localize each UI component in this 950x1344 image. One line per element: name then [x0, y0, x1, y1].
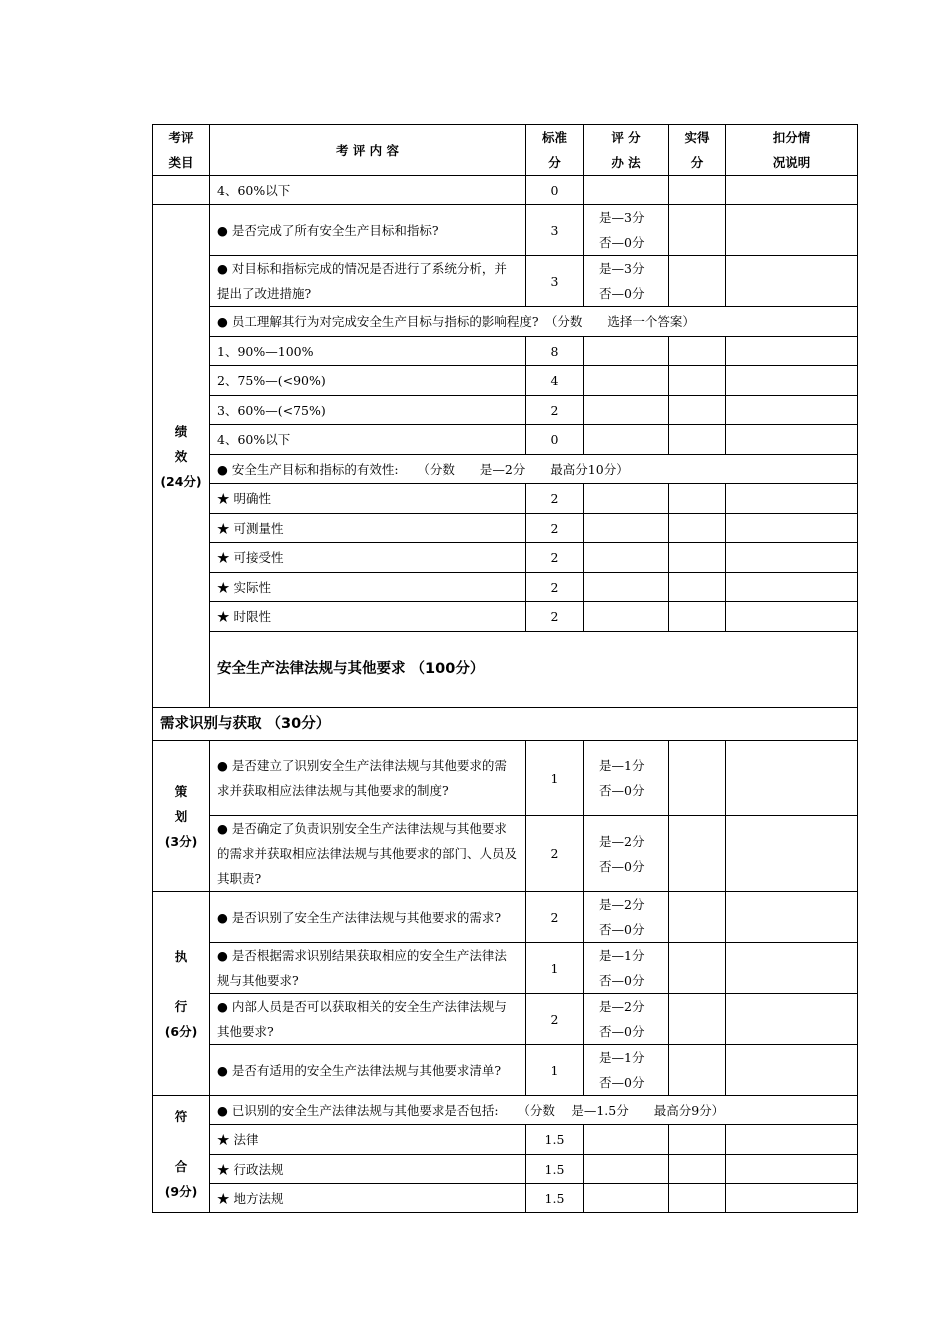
table-row — [153, 455, 858, 484]
standard-score: 2 — [526, 543, 584, 573]
table-row — [153, 943, 858, 994]
table-row — [153, 366, 858, 396]
question-text: ● 是否识别了安全生产法律法规与其他要求的需求? — [210, 892, 526, 943]
table-row — [153, 1184, 858, 1213]
category-planning: 策 划 (3分) — [153, 741, 210, 892]
table-row — [153, 994, 858, 1045]
scoring-method: 是—1分 否—0分 — [584, 1045, 669, 1096]
standard-score: 1.5 — [526, 1125, 584, 1155]
category-execution: 执 行 (6分) — [153, 892, 210, 1096]
standard-score: 0 — [526, 425, 584, 455]
standard-score: 1 — [526, 1045, 584, 1096]
question-text: ● 内部人员是否可以获取相关的安全生产法律法规与其他要求? — [210, 994, 526, 1045]
standard-score: 1 — [526, 741, 584, 816]
criterion-text: ★ 可测量性 — [210, 514, 526, 543]
criterion-text: ★ 地方法规 — [210, 1184, 526, 1213]
criterion-text: ★ 可接受性 — [210, 543, 526, 573]
table-row — [153, 307, 858, 337]
subsection-title: 需求识别与获取 （30分） — [153, 708, 858, 741]
table-row — [153, 816, 858, 892]
standard-score: 2 — [526, 994, 584, 1045]
header-notes: 扣分情 况说明 — [726, 125, 858, 176]
header-content: 考 评 内 容 — [210, 125, 526, 176]
header-standard: 标准 分 — [526, 125, 584, 176]
standard-score: 2 — [526, 514, 584, 543]
question-text: ● 已识别的安全生产法律法规与其他要求是否包括: （分数 是—1.5分 最高分9分） — [210, 1096, 858, 1125]
standard-score: 2 — [526, 396, 584, 425]
table-row — [153, 602, 858, 632]
standard-score: 4 — [526, 366, 584, 396]
option-text: 4、60%以下 — [210, 176, 526, 205]
category-performance: 绩 效 (24分) — [153, 205, 210, 708]
table-row — [153, 892, 858, 943]
table-row — [153, 425, 858, 455]
standard-score: 1 — [526, 943, 584, 994]
standard-score: 2 — [526, 892, 584, 943]
standard-score: 0 — [526, 176, 584, 205]
table-row — [153, 573, 858, 602]
standard-score: 3 — [526, 256, 584, 307]
table-row — [153, 256, 858, 307]
table-row — [153, 1096, 858, 1125]
question-text: ● 是否根据需求识别结果获取相应的安全生产法律法规与其他要求? — [210, 943, 526, 994]
question-text: ● 是否有适用的安全生产法律法规与其他要求清单? — [210, 1045, 526, 1096]
header-method: 评 分 办 法 — [584, 125, 669, 176]
criterion-text: ★ 时限性 — [210, 602, 526, 632]
criterion-text: ★ 行政法规 — [210, 1155, 526, 1184]
criterion-text: ★ 明确性 — [210, 484, 526, 514]
header-actual: 实得 分 — [669, 125, 726, 176]
scoring-method: 是—3分 否—0分 — [584, 205, 669, 256]
option-text: 3、60%—(<75%) — [210, 396, 526, 425]
category-compliance: 符 合 (9分) — [153, 1096, 210, 1213]
standard-score: 2 — [526, 816, 584, 892]
header-category: 考评 类目 — [153, 125, 210, 176]
table-row — [153, 176, 858, 205]
standard-score: 1.5 — [526, 1155, 584, 1184]
standard-score: 1.5 — [526, 1184, 584, 1213]
option-text: 4、60%以下 — [210, 425, 526, 455]
header-row — [153, 125, 858, 176]
standard-score: 8 — [526, 337, 584, 366]
question-text: ● 是否完成了所有安全生产目标和指标? — [210, 205, 526, 256]
table-row — [153, 1045, 858, 1096]
standard-score: 3 — [526, 205, 584, 256]
table-row — [153, 741, 858, 816]
section-title: 安全生产法律法规与其他要求 （100分） — [210, 632, 858, 708]
scoring-method: 是—2分 否—0分 — [584, 892, 669, 943]
question-text: ● 对目标和指标完成的情况是否进行了系统分析，并提出了改进措施? — [210, 256, 526, 307]
table-row — [153, 1125, 858, 1155]
scoring-method: 是—2分 否—0分 — [584, 994, 669, 1045]
scoring-method: 是—3分 否—0分 — [584, 256, 669, 307]
table-row — [153, 484, 858, 514]
section-row — [153, 632, 858, 708]
standard-score: 2 — [526, 573, 584, 602]
scoring-method: 是—1分 否—0分 — [584, 741, 669, 816]
standard-score: 2 — [526, 484, 584, 514]
criterion-text: ★ 实际性 — [210, 573, 526, 602]
criterion-text: ★ 法律 — [210, 1125, 526, 1155]
standard-score: 2 — [526, 602, 584, 632]
question-text: ● 安全生产目标和指标的有效性: （分数 是—2分 最高分10分） — [210, 455, 858, 484]
table-row — [153, 514, 858, 543]
table-row — [153, 337, 858, 366]
option-text: 1、90%—100% — [210, 337, 526, 366]
table-row — [153, 205, 858, 256]
subsection-row — [153, 708, 858, 741]
question-text: ● 员工理解其行为对完成安全生产目标与指标的影响程度? （分数 选择一个答案） — [210, 307, 858, 337]
evaluation-table — [152, 124, 858, 1213]
question-text: ● 是否建立了识别安全生产法律法规与其他要求的需求并获取相应法律法规与其他要求的制度? — [210, 741, 526, 816]
question-text: ● 是否确定了负责识别安全生产法律法规与其他要求的需求并获取相应法律法规与其他要求的部门、人员及其职责? — [210, 816, 526, 892]
table-row — [153, 1155, 858, 1184]
table-row — [153, 396, 858, 425]
scoring-method: 是—2分 否—0分 — [584, 816, 669, 892]
scoring-method: 是—1分 否—0分 — [584, 943, 669, 994]
table-row — [153, 543, 858, 573]
option-text: 2、75%—(<90%) — [210, 366, 526, 396]
